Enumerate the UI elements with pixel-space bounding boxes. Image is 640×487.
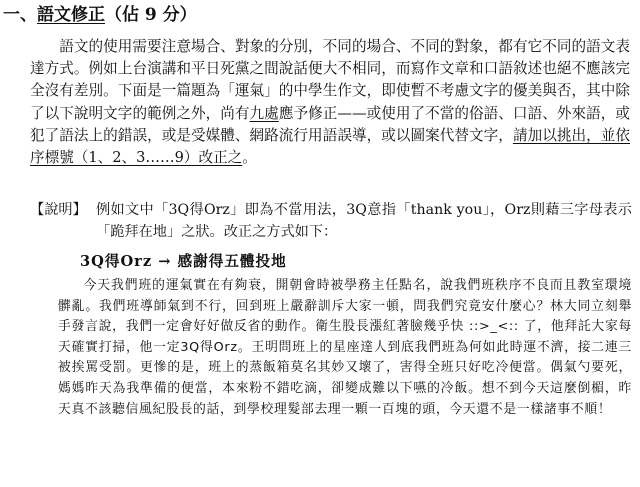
example-correction: 3Q得Orz → 感謝得五體投地 xyxy=(80,253,287,270)
section-points: （佔 9 分） xyxy=(105,5,197,25)
instructions-text-2: 應予修正——或使用了不當的俗語、口語、外來語，或犯了語法上的錯誤，或是受媒體、網路流行用語誤導，或以圖案代替文字， xyxy=(30,104,630,144)
essay-text: 今天我們班的運氣實在有夠衰，開朝會時被學務主任點名，說我們班秩序不良而且教室環境髒亂。我們班導師氣到不行，回到班上嚴辭訓斥大家一頓，問我們究竟安什麼心？林大同立刻舉手發言說，我們一定會好好做反省的動作。衛生股長漲紅著臉幾乎快 ::>_<:: 了，他拜託大家每天確實打掃，他一定3Q得Orz。王明問班上的星座達人到底我們班為何如此時運不濟，接二連三被挨罵受罰。更慘的是，班上的蒸飯箱莫名其妙又壞了，害得全班只好吃冷便當。偶氣勺要死，媽媽昨天為我準備的便當，本來粉不錯吃滴，卻變成難以下嚥的冷飯。想不到今天這麼倒楣，昨天真不該聽信風紀股長的話，到學校理髮部去理一顆一百塊的頭，今天還不是一樣諸事不順！ xyxy=(58,278,632,417)
instructions-end: 。 xyxy=(242,149,257,167)
section-number: 一、 xyxy=(3,5,37,25)
explanation-note xyxy=(30,199,632,243)
section-title xyxy=(3,4,197,26)
instructions-paragraph xyxy=(30,36,630,169)
instructions-text-1: 語文的使用需要注意場合、對象的分別，不同的場合、不同的對象，都有它不同的語文表達方式。例如上台演講和平日死黨之間說話便大不相同，而寫作文章和口語敘述也絕不應該完全沒有差別。下面是一篇題為「運氣」的中學生作文，即使暫不考慮文字的優美與否，其中除了以下說明文字的範例之外，尚有 xyxy=(30,38,630,122)
section-name: 語文修正 xyxy=(37,5,105,25)
instructions-task: 請加以挑出，並依序標號（1、2、3……9）改正之 xyxy=(30,126,630,167)
note-text: 例如文中「3Q得Orz」即為不當用法，3Q意指「thank you」，Orz則藉三字母表示「跪拜在地」之狀。改正之方式如下： xyxy=(96,202,632,240)
note-label: 【說明】 xyxy=(30,202,87,218)
error-count: 九處 xyxy=(249,104,279,122)
